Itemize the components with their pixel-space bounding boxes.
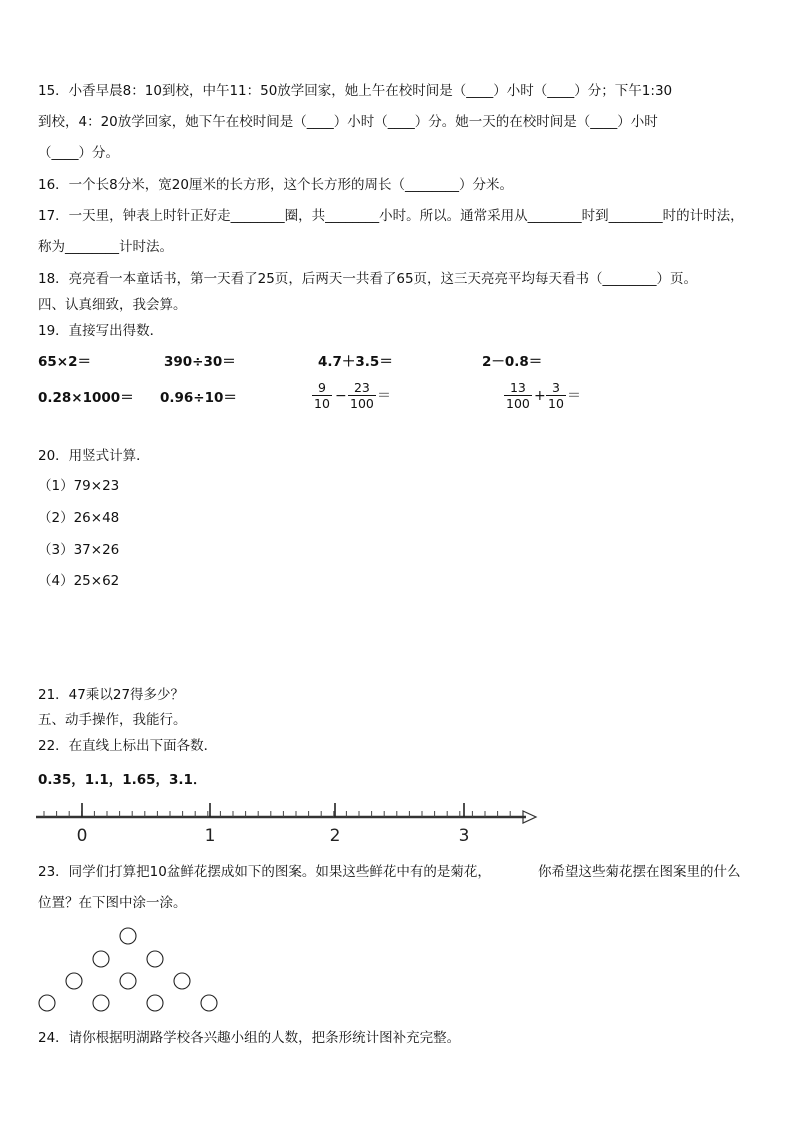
q19-item-2: 390÷30＝	[164, 354, 236, 370]
flower-pot-circle[interactable]	[120, 973, 136, 989]
minus-sign: −	[335, 388, 347, 404]
fraction-numerator: 23	[348, 380, 376, 396]
q19-frac2-a	[504, 380, 532, 411]
flower-pot-circle[interactable]	[147, 995, 163, 1011]
q19-item-5: 0.28×1000＝	[38, 390, 134, 406]
q19-frac1-b	[348, 380, 376, 411]
flower-pattern	[30, 922, 230, 1018]
q18-text: 18．亮亮看一本童话书，第一天看了25页，后两天一共看了65页，这三天亮亮平均每天看书（________）页。	[38, 271, 698, 287]
number-line	[30, 795, 550, 847]
q19-item-1: 65×2＝	[38, 354, 91, 370]
equals-sign: ＝	[377, 388, 391, 404]
number-line-ticks	[44, 803, 510, 817]
section5-heading: 五、动手操作，我能行。	[38, 712, 187, 728]
q17-line1: 17．一天里，钟表上时针正好走________圈，共________小时。所以。通常采用从________时到________时的计时法，	[38, 208, 744, 224]
fraction-denominator: 10	[548, 396, 564, 411]
q21-text: 21．47乘以27得多少？	[38, 687, 185, 703]
q20-item-1: （1）79×23	[38, 478, 120, 494]
flower-pot-circle[interactable]	[93, 995, 109, 1011]
tick-label-3: 3	[458, 826, 470, 846]
q19-item-4: 2－0.8＝	[482, 354, 543, 370]
flower-pot-circle[interactable]	[174, 973, 190, 989]
q20-title: 20．用竖式计算．	[38, 448, 150, 464]
q16-text: 16．一个长8分米，宽20厘米的长方形，这个长方形的周长（________）分米。	[38, 177, 513, 193]
q24-text: 24．请你根据明湖路学校各兴趣小组的人数，把条形统计图补充完整。	[38, 1030, 461, 1046]
flower-pot-circle[interactable]	[93, 951, 109, 967]
q19-frac2-b	[546, 380, 566, 411]
q19-item-6: 0.96÷10＝	[160, 390, 237, 406]
tick-label-2: 2	[329, 826, 341, 846]
fraction-denominator: 100	[506, 396, 530, 411]
q20-item-3: （3）37×26	[38, 542, 120, 558]
q15-line3: （____）分。	[38, 145, 119, 161]
q23-line2: 位置？在下图中涂一涂。	[38, 895, 187, 911]
fraction-denominator: 100	[350, 396, 374, 411]
flower-pot-circle[interactable]	[201, 995, 217, 1011]
q19-title: 19．直接写出得数．	[38, 323, 164, 339]
fraction-denominator: 10	[314, 396, 330, 411]
q22-numbers: 0.35，1.1，1.65，3.1．	[38, 772, 207, 788]
flower-pot-circle[interactable]	[39, 995, 55, 1011]
flower-pot-circle[interactable]	[120, 928, 136, 944]
q20-item-2: （2）26×48	[38, 510, 120, 526]
tick-label-0: 0	[76, 826, 88, 846]
q22-title: 22．在直线上标出下面各数．	[38, 738, 218, 754]
q19-item-3: 4.7＋3.5＝	[318, 354, 393, 370]
flower-pot-circle[interactable]	[66, 973, 82, 989]
q17-line2: 称为________计时法。	[38, 239, 173, 255]
q15-line1: 15．小香早晨8：10到校，中午11：50放学回家，她上午在校时间是（____）小时（____）分；下午1:30	[38, 83, 673, 99]
q15-line2: 到校，4：20放学回家，她下午在校时间是（____）小时（____）分。她一天的在校时间是（____）小时	[38, 114, 658, 130]
q19-frac1-a	[312, 380, 332, 411]
q23-line1a: 23．同学们打算把10盆鲜花摆成如下的图案。如果这些鲜花中有的是菊花，	[38, 864, 491, 880]
tick-label-1: 1	[204, 826, 216, 846]
section4-heading: 四、认真细致，我会算。	[38, 297, 187, 313]
fraction-numerator: 9	[312, 380, 332, 396]
fraction-numerator: 3	[546, 380, 566, 396]
fraction-numerator: 13	[504, 380, 532, 396]
flower-pot-circle[interactable]	[147, 951, 163, 967]
equals-sign: ＝	[567, 388, 581, 404]
q20-item-4: （4）25×62	[38, 573, 120, 589]
q23-line1b: 你希望这些菊花摆在图案里的什么	[538, 864, 741, 880]
plus-sign: +	[534, 388, 546, 404]
